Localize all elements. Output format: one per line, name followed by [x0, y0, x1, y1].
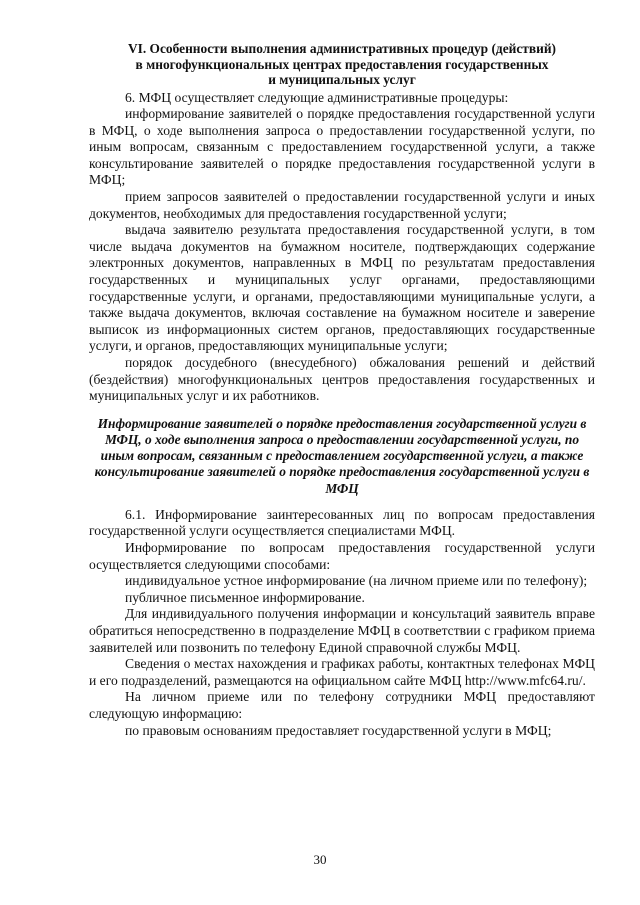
- paragraph-informing: информирование заявителей о порядке предоставления государственной услуги в МФЦ, о ходе выполнения запроса о предоставлении государственной услуги, по иным вопросам, связанным с предоставлением государственной услуги, а также консультирование заявителей о порядке предоставления государственной услуги в МФЦ;: [89, 106, 595, 188]
- paragraph-locations: Сведения о местах нахождения и графиках работы, контактных телефонах МФЦ и его подразделений, размещаются на официальном сайте МФЦ http://www.mfc64.ru/.: [89, 656, 595, 688]
- paragraph-personal-reception: На личном приеме или по телефону сотрудники МФЦ предоставляют следующую информацию:: [89, 689, 595, 721]
- paragraph-6: 6. МФЦ осуществляет следующие административные процедуры:: [125, 89, 509, 105]
- paragraph-6-1: 6.1. Информирование заинтересованных лиц по вопросам предоставления государственной услуги осуществляется специалистами МФЦ.: [89, 506, 595, 539]
- section-heading-line-1: VI. Особенности выполнения административных процедур (действий): [127, 41, 556, 56]
- section-heading: [89, 41, 595, 88]
- subsection-heading: Информирование заявителей о порядке предоставления государственной услуги в МФЦ, о ходе выполнения запроса о предоставлении государственной услуги, по иным вопросам, связанным с предоставлением государственной услуги, а также консультирование заявителей о порядке предоставления государственной услуги в МФЦ: [94, 415, 590, 496]
- paragraph-oral-informing: индивидуальное устное информирование (на личном приеме или по телефону);: [125, 573, 588, 589]
- paragraph-methods: Информирование по вопросам предоставления государственной услуги осуществляется следующими способами:: [89, 539, 595, 572]
- paragraph-appeal: порядок досудебного (внесудебного) обжалования решений и действий (бездействия) многофункциональных центров предоставления государственных и муниципальных услуг и их работников.: [89, 355, 595, 404]
- paragraph-issuance: выдача заявителю результата предоставления государственной услуги, в том числе выдача документов на бумажном носителе, подтверждающих содержание электронных документов, направленных в МФЦ по результатам предоставления государственных и муниципальных услуг органами, предоставляющими государственные услуги, и органами, предоставляющими муниципальные услуги, а также выдача документов, включая составление на бумажном носителе и заверение выписок из информационных систем органов, предоставляющих государственные услуги, и органов, предоставляющих муниципальные услуги;: [89, 222, 595, 354]
- section-heading-line-2: в многофункциональных центрах предоставления государственных: [135, 56, 549, 72]
- paragraph-written-informing: публичное письменное информирование.: [125, 589, 365, 605]
- page-content: [89, 41, 595, 739]
- paragraph-individual: Для индивидуального получения информации и консультаций заявитель вправе обратиться непосредственно в подразделение МФЦ в соответствии с графиком приема заявителей или позвонить по телефону Единой справочной службы МФЦ.: [89, 606, 595, 655]
- page-number: 30: [313, 852, 327, 867]
- paragraph-legal-basis: по правовым основаниям предоставляет государственной услуги в МФЦ;: [125, 722, 552, 738]
- paragraph-reception: прием запросов заявителей о предоставлении государственной услуги и иных документов, необходимых для предоставления государственной услуги;: [89, 189, 595, 221]
- section-heading-line-3: и муниципальных услуг: [268, 72, 416, 87]
